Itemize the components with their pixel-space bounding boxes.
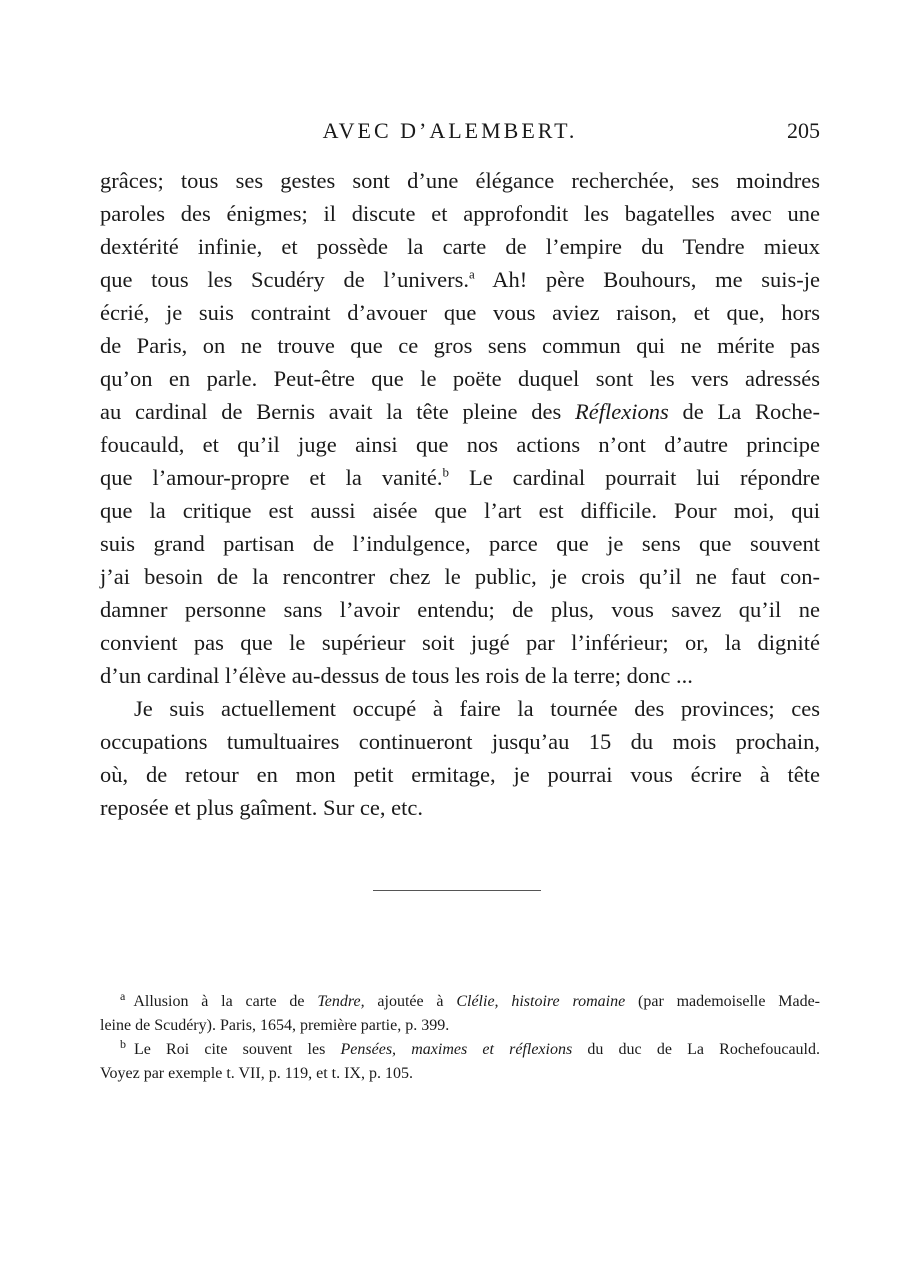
footnote-line: Voyez par exemple t. VII, p. 119, et t. IX, p. 105. [100, 1065, 413, 1082]
text-line: d’un cardinal l’élève au-dessus de tous les rois de la terre; donc ... [100, 663, 693, 688]
text-line [100, 396, 820, 428]
text-span: Ah! père Bouhours, me suis-je [474, 267, 820, 292]
text-span: que l’amour-propre et la vanité. [100, 465, 443, 490]
italic-title: Réflexions [575, 399, 669, 424]
text-line: qu’on en parle. Peut-être que le poëte duquel sont les vers adressés [100, 366, 820, 391]
text-line: que la critique est aussi aisée que l’art est difficile. Pour moi, qui [100, 498, 820, 523]
footnote-b [120, 1038, 820, 1062]
text-line [100, 462, 820, 494]
page-title: AVEC D’ALEMBERT. [322, 118, 578, 143]
footnote-ref-b: b [442, 464, 449, 480]
footnote-ref-a: a [468, 266, 475, 282]
page-number: 205 [787, 118, 820, 143]
text-line: convient pas que le supérieur soit jugé par l’inférieur; or, la dignité [100, 630, 820, 655]
text-line: reposée et plus gaîment. Sur ce, etc. [100, 795, 424, 820]
italic-title: Clélie, histoire romaine [456, 993, 626, 1010]
text-line [100, 264, 820, 296]
footnote-mark: a [120, 988, 126, 1003]
text-line: suis grand partisan de l’indulgence, parce que je sens que souvent [100, 531, 820, 556]
footnote-line: leine de Scudéry). Paris, 1654, première partie, p. 399. [100, 1017, 450, 1034]
text-span: au cardinal de Bernis avait la tête pleine des [100, 399, 576, 424]
footnote-mark: b [120, 1036, 126, 1051]
italic-title: Tendre, [317, 993, 365, 1010]
text-line: grâces; tous ses gestes sont d’une élégance recherchée, ses moindres [100, 168, 820, 193]
text-span: Le Roi cite souvent les [134, 1041, 341, 1058]
text-line: paroles des énigmes; il discute et approfondit les bagatelles avec une [100, 201, 820, 226]
text-line: dextérité infinie, et possède la carte de l’empire du Tendre mieux [100, 234, 820, 259]
text-line: où, de retour en mon petit ermitage, je pourrai vous écrire à tête [100, 762, 820, 787]
text-span: ajoutée à [364, 993, 457, 1010]
italic-title: Pensées, maximes et réflexions [340, 1041, 573, 1058]
text-line: Je suis actuellement occupé à faire la tournée des provinces; ces [134, 696, 820, 721]
text-span: de La Roche- [668, 399, 820, 424]
text-span: Allusion à la carte de [133, 993, 318, 1010]
text-line: damner personne sans l’avoir entendu; de plus, vous savez qu’il ne [100, 597, 820, 622]
text-line: foucauld, et qu’il juge ainsi que nos actions n’ont d’autre principe [100, 432, 820, 457]
text-line: j’ai besoin de la rencontrer chez le public, je crois qu’il ne faut con- [100, 564, 820, 589]
text-span: que tous les Scudéry de l’univers. [100, 267, 469, 292]
text-span: (par mademoiselle Made- [625, 993, 821, 1010]
text-line: de Paris, on ne trouve que ce gros sens commun qui ne mérite pas [100, 333, 820, 358]
text-line: occupations tumultuaires continueront jusqu’au 15 du mois prochain, [100, 729, 820, 754]
footnote-a [120, 990, 820, 1014]
text-span: Le cardinal pourrait lui répondre [448, 465, 820, 490]
separator-rule [373, 890, 541, 891]
text-line: écrié, je suis contraint d’avouer que vous aviez raison, et que, hors [100, 300, 820, 325]
text-span: du duc de La Rochefoucauld. [572, 1041, 821, 1058]
